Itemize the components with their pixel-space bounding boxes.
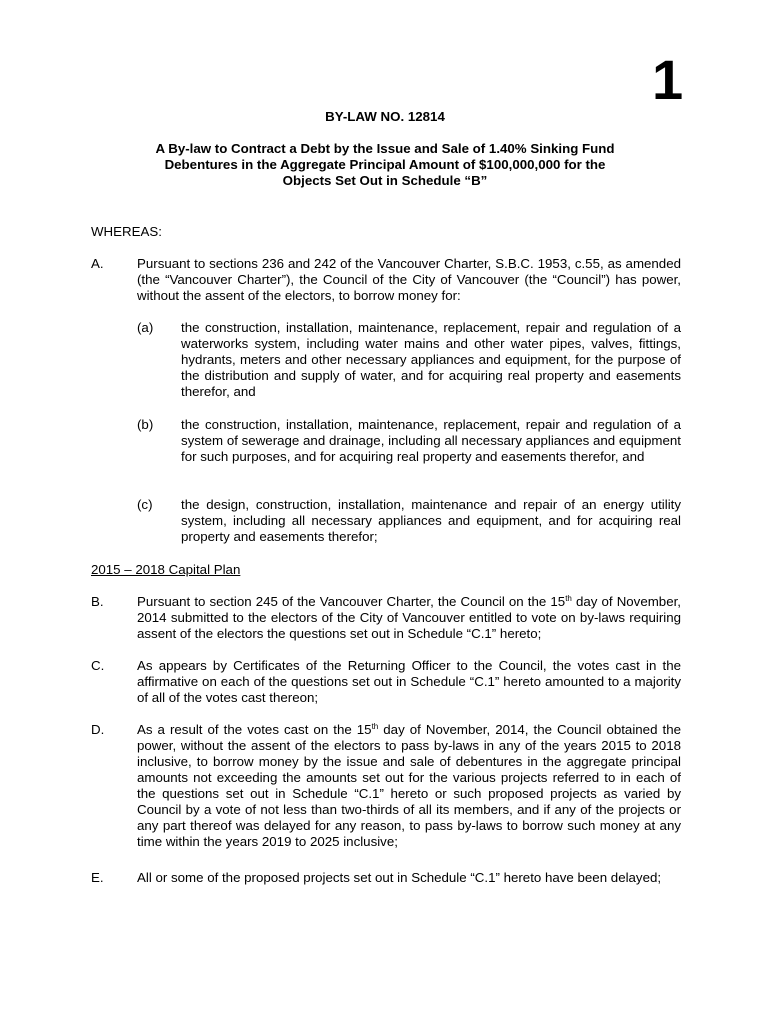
sub-item-a	[137, 320, 681, 400]
clause-letter: A.	[91, 256, 104, 271]
clause-text: All or some of the proposed projects set out in Schedule “C.1” hereto have been delayed;	[137, 870, 662, 885]
clause-letter: C.	[91, 658, 105, 673]
sub-item-text: the design, construction, installation, maintenance and repair of an energy utility system, including all necessary appliances and equipment, and for acquiring real property and easements therefor;	[181, 497, 681, 544]
clause-text	[137, 722, 681, 850]
clause-c	[91, 658, 681, 706]
clause-text: Pursuant to sections 236 and 242 of the Vancouver Charter, S.B.C. 1953, c.55, as amended (the “Vancouver Charter”), the Council of the City of Vancouver (the “Council”) has power, without the assent of the electors, to borrow money for:	[137, 256, 681, 303]
sub-item-text: the construction, installation, maintenance, replacement, repair and regulation of a system of sewerage and drainage, including all necessary appliances and equipment for such purposes, and for acquiring real property and easements therefor, and	[181, 417, 681, 464]
whereas-label: WHEREAS:	[91, 224, 162, 239]
sub-item-b	[137, 417, 681, 465]
capital-plan-heading: 2015 – 2018 Capital Plan	[91, 562, 241, 577]
clause-text-part: Pursuant to section 245 of the Vancouver Charter, the Council on the 15	[137, 594, 566, 609]
subtitle-line: A By-law to Contract a Debt by the Issue and Sale of 1.40% Sinking Fund	[155, 141, 615, 156]
clause-text-part: As a result of the votes cast on the 15	[137, 722, 372, 737]
subtitle-line: Objects Set Out in Schedule “B”	[282, 173, 488, 188]
ordinal-suffix: th	[371, 722, 379, 731]
clause-text-part: day of November, 2014, the Council obtained the power, without the assent of the electors to pass by-laws in any of the years 2015 to 2018 inclusive, to borrow money by the issue and sale of debentures in the aggregate principal amounts not exceeding the amounts set out for the various projects referred to in each of the questions set out in Schedule “C.1” hereto or such proposed projects as varied by Council by a vote of not less than two-thirds of all its members, and if any of the projects or any part thereof was delayed for any reason, to pass by-laws to borrow such money at any time within the years 2019 to 2025 inclusive;	[137, 722, 681, 849]
clause-b	[91, 594, 681, 642]
page-number: 1	[652, 48, 684, 111]
subtitle-line: Debentures in the Aggregate Principal Amount of $100,000,000 for the	[164, 157, 606, 172]
bylaw-title: BY-LAW NO. 12814	[325, 109, 445, 124]
sub-item-text: the construction, installation, maintenance, replacement, repair and regulation of a waterworks system, including water mains and other water pipes, valves, fittings, hydrants, meters and other necessary appliances and equipment, for the purpose of the distribution and supply of water, and for acquiring real property and easements therefor, and	[181, 320, 681, 399]
clause-text-part: day of November, 2014 submitted to the electors of the City of Vancouver entitled to vote on by-laws requiring assent of the electors the questions set out in Schedule “C.1” hereto;	[137, 594, 681, 641]
clause-e	[91, 870, 681, 886]
ordinal-suffix: th	[565, 594, 572, 603]
clause-text	[137, 594, 681, 642]
sub-item-letter: (b)	[137, 417, 154, 432]
sub-item-c	[137, 497, 681, 545]
clause-d	[91, 722, 681, 850]
sub-item-letter: (c)	[137, 497, 153, 512]
sub-item-letter: (a)	[137, 320, 154, 335]
clause-letter: D.	[91, 722, 105, 737]
bylaw-subtitle	[130, 141, 640, 189]
clause-letter: E.	[91, 870, 104, 885]
clause-text: As appears by Certificates of the Returning Officer to the Council, the votes cast in the affirmative on each of the questions set out in Schedule “C.1” hereto amounted to a majority of all of the votes cast thereon;	[137, 658, 681, 705]
clause-a	[91, 256, 681, 304]
clause-letter: B.	[91, 594, 104, 609]
